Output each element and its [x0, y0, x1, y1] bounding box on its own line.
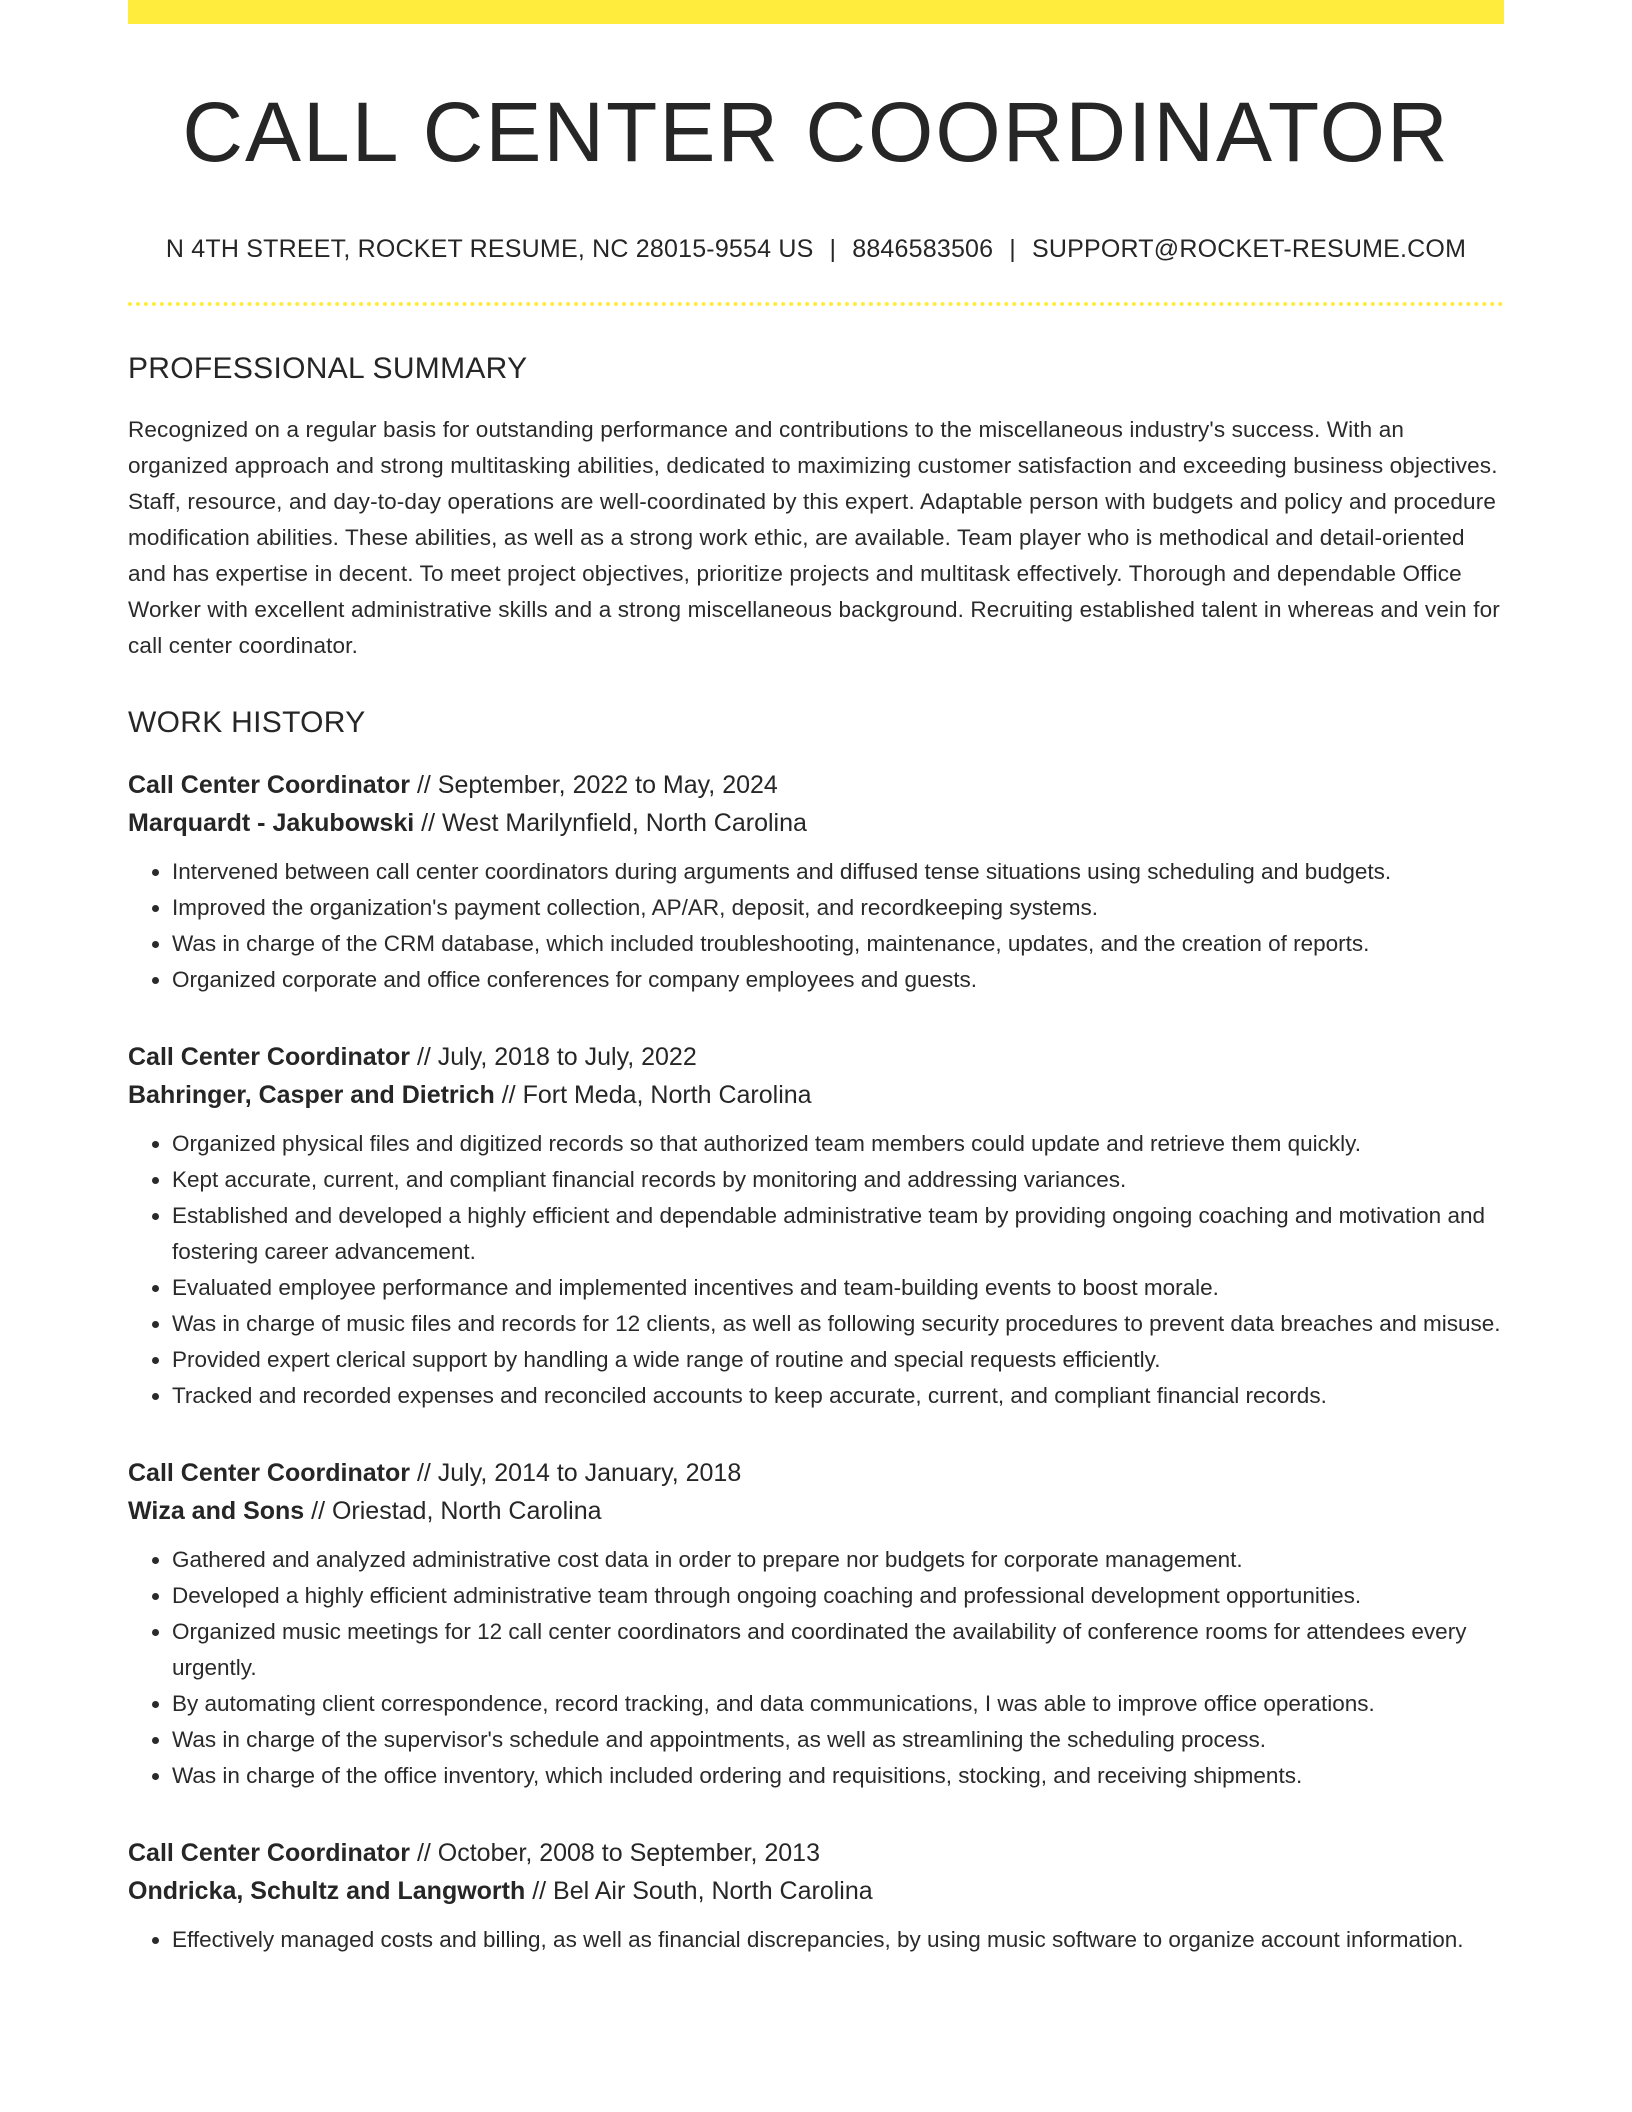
job-bullet: • Developed a highly efficient administrative team through ongoing coaching and professional development opportunities.	[172, 1578, 1504, 1614]
contact-separator: |	[1009, 234, 1016, 263]
job-location: // Oriestad, North Carolina	[311, 1496, 602, 1525]
job-company: Bahringer, Casper and Dietrich	[128, 1080, 495, 1109]
contact-separator: |	[829, 234, 837, 263]
job-dates: // July, 2018 to July, 2022	[416, 1042, 697, 1071]
job-bullet: • Provided expert clerical support by handling a wide range of routine and special requests efficiently.	[172, 1342, 1504, 1378]
resume-name: CALL CENTER COORDINATOR	[182, 85, 1450, 179]
job-dates: // September, 2022 to May, 2024	[416, 770, 778, 799]
job-company: Wiza and Sons	[128, 1496, 305, 1525]
job-role-line	[128, 1038, 1504, 1076]
job-company-line	[128, 804, 1504, 842]
job-bullet: • Improved the organization's payment collection, AP/AR, deposit, and recordkeeping systems.	[172, 890, 1504, 926]
job-bullet: • Organized music meetings for 12 call center coordinators and coordinated the availability of conference rooms for attendees every urgently.	[172, 1614, 1504, 1686]
resume-page	[128, 0, 1504, 1958]
phone: 8846583506	[852, 234, 994, 263]
job-bullet: • Kept accurate, current, and compliant financial records by monitoring and addressing variances.	[172, 1162, 1504, 1198]
top-accent-bar	[128, 0, 1504, 24]
job-bullet: • Effectively managed costs and billing, as well as financial discrepancies, by using music software to organize account information.	[172, 1922, 1504, 1958]
job-bullet: • Intervened between call center coordinators during arguments and diffused tense situations using scheduling and budgets.	[172, 854, 1504, 890]
job-location: // West Marilynfield, North Carolina	[421, 808, 807, 837]
job-bullet: • Was in charge of the supervisor's schedule and appointments, as well as streamlining the scheduling process.	[172, 1722, 1504, 1758]
job-role: Call Center Coordinator	[128, 1458, 410, 1487]
job-bullet: • Was in charge of the CRM database, which included troubleshooting, maintenance, updates, and the creation of reports.	[172, 926, 1504, 962]
job-role: Call Center Coordinator	[128, 1838, 410, 1867]
summary-title: PROFESSIONAL SUMMARY	[128, 351, 528, 385]
job-location: // Fort Meda, North Carolina	[501, 1080, 812, 1109]
job-bullets	[128, 1542, 1504, 1794]
job-bullet: • Tracked and recorded expenses and reconciled accounts to keep accurate, current, and compliant financial records.	[172, 1378, 1504, 1414]
job-bullet: • Established and developed a highly efficient and dependable administrative team by providing ongoing coaching and motivation and fostering career advancement.	[172, 1198, 1504, 1270]
job-company-line	[128, 1872, 1504, 1910]
job-role: Call Center Coordinator	[128, 1042, 410, 1071]
work-history-title: WORK HISTORY	[128, 705, 366, 739]
job-entry	[128, 1038, 1504, 1414]
job-bullet: • Was in charge of the office inventory, which included ordering and requisitions, stocking, and receiving shipments.	[172, 1758, 1504, 1794]
address: N 4TH STREET, ROCKET RESUME, NC 28015-9554 US	[165, 234, 814, 263]
contact-line	[128, 235, 1504, 264]
job-bullet: • By automating client correspondence, record tracking, and data communications, I was able to improve office operations.	[172, 1686, 1504, 1722]
job-bullet: • Was in charge of music files and records for 12 clients, as well as following security procedures to prevent data breaches and misuse.	[172, 1306, 1504, 1342]
job-entry	[128, 766, 1504, 998]
job-entry	[128, 1834, 1504, 1958]
job-role: Call Center Coordinator	[128, 770, 410, 799]
job-bullet: • Organized physical files and digitized records so that authorized team members could update and retrieve them quickly.	[172, 1126, 1504, 1162]
job-entry	[128, 1454, 1504, 1794]
dotted-divider	[128, 302, 1504, 306]
job-bullets	[128, 854, 1504, 998]
job-location: // Bel Air South, North Carolina	[532, 1876, 873, 1905]
job-company: Marquardt - Jakubowski	[128, 808, 415, 837]
job-company: Ondricka, Schultz and Langworth	[128, 1876, 526, 1905]
job-bullets	[128, 1922, 1504, 1958]
job-company-line	[128, 1492, 1504, 1530]
job-role-line	[128, 1834, 1504, 1872]
job-bullet: • Evaluated employee performance and implemented incentives and team-building events to boost morale.	[172, 1270, 1504, 1306]
job-company-line	[128, 1076, 1504, 1114]
job-dates: // July, 2014 to January, 2018	[416, 1458, 742, 1487]
job-role-line	[128, 766, 1504, 804]
job-dates: // October, 2008 to September, 2013	[416, 1838, 820, 1867]
summary-text: Recognized on a regular basis for outstanding performance and contributions to the miscellaneous industry's success. With an organized approach and strong multitasking abilities, dedicated to maximizing customer satisfaction and exceeding business objectives. Staff, resource, and day-to-day operations are well-coordinated by this expert. Adaptable person with budgets and policy and procedure modification abilities. These abilities, as well as a strong work ethic, are available. Team player who is methodical and detail-oriented and has expertise in decent. To meet project objectives, prioritize projects and multitask effectively. Thorough and dependable Office Worker with excellent administrative skills and a strong miscellaneous background. Recruiting established talent in whereas and vein for call center coordinator.	[128, 416, 1500, 658]
work-history-list	[128, 766, 1504, 1958]
job-role-line	[128, 1454, 1504, 1492]
job-bullets	[128, 1126, 1504, 1414]
job-bullet: • Organized corporate and office conferences for company employees and guests.	[172, 962, 1504, 998]
job-bullet: • Gathered and analyzed administrative cost data in order to prepare nor budgets for corporate management.	[172, 1542, 1504, 1578]
email: SUPPORT@ROCKET-RESUME.COM	[1031, 234, 1467, 263]
